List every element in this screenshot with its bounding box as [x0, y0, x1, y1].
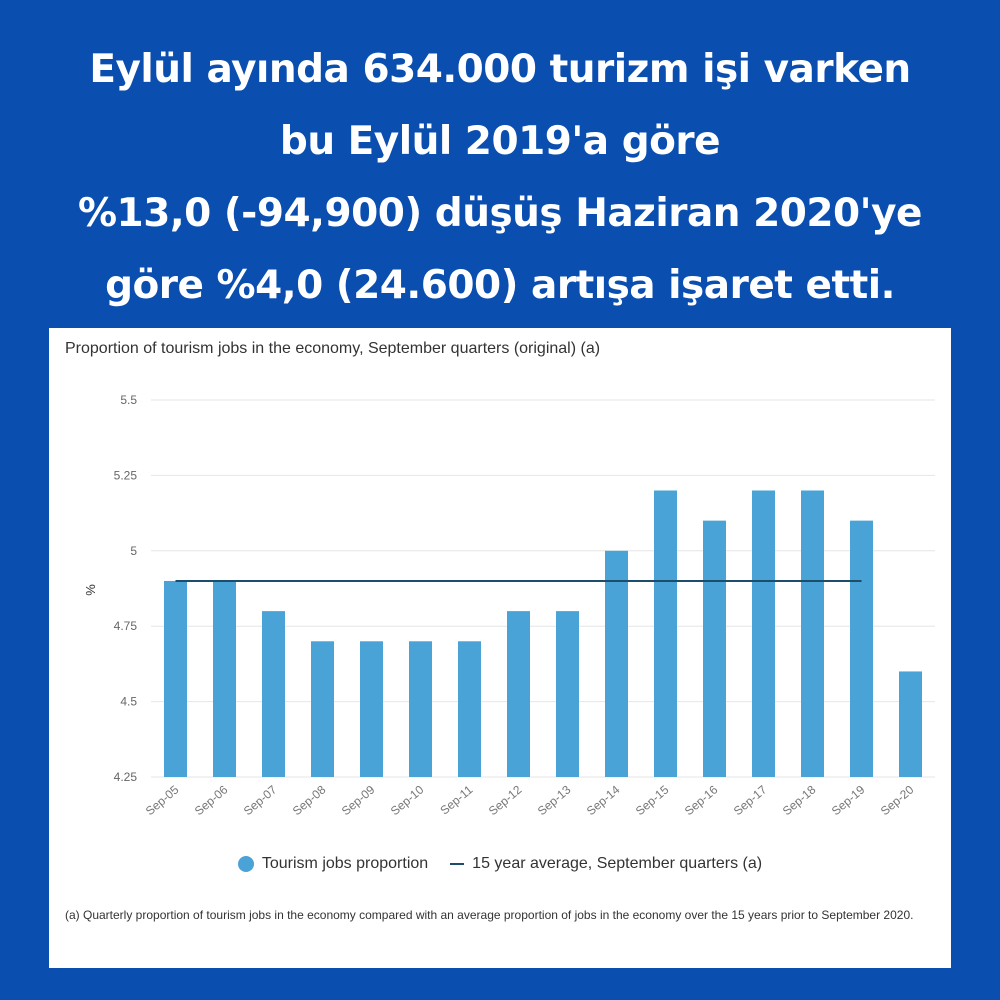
y-tick-label: 4.5 — [120, 694, 137, 709]
bar — [262, 611, 285, 777]
x-tick-label: Sep-11 — [437, 782, 476, 818]
x-tick-label: Sep-16 — [681, 782, 721, 819]
legend-item-bars[interactable] — [238, 855, 428, 873]
x-tick-label: Sep-15 — [632, 782, 672, 819]
legend-dot-icon — [238, 856, 254, 872]
chart-legend — [49, 855, 951, 873]
headline-line-1: Eylül ayında 634.000 turizm işi varken — [89, 47, 911, 92]
chart-card — [49, 328, 951, 968]
y-tick-label: 5 — [130, 543, 137, 558]
y-tick-label: 4.25 — [113, 770, 137, 784]
legend-line-icon — [450, 863, 464, 865]
x-tick-label: Sep-12 — [485, 782, 525, 819]
legend-label-average: 15 year average, September quarters (a) — [472, 855, 763, 872]
bar — [703, 521, 726, 777]
bar — [360, 641, 383, 777]
bar — [752, 490, 775, 777]
bar — [507, 611, 530, 777]
y-axis-label: % — [83, 584, 98, 596]
x-tick-label: Sep-06 — [191, 782, 231, 819]
chart-footnote: (a) Quarterly proportion of tourism jobs in the economy compared with an average proportion of jobs in the economy over the 15 years prior to September 2020. — [65, 908, 914, 922]
x-tick-label: Sep-09 — [338, 782, 378, 819]
x-tick-label: Sep-08 — [289, 782, 329, 819]
x-tick-label: Sep-19 — [828, 782, 868, 819]
x-tick-label: Sep-20 — [877, 782, 917, 819]
legend-label-bars: Tourism jobs proportion — [261, 855, 429, 872]
x-tick-label: Sep-05 — [142, 782, 182, 819]
bar — [458, 641, 481, 777]
bar — [654, 490, 677, 777]
y-tick-label: 5.25 — [113, 468, 137, 483]
chart-title: Proportion of tourism jobs in the economy, September quarters (original) (a) — [65, 340, 601, 357]
headline — [0, 34, 1000, 322]
bar — [605, 551, 628, 777]
headline-line-4: göre %4,0 (24.600) artışa işaret etti. — [105, 263, 895, 308]
x-tick-label: Sep-17 — [730, 782, 770, 819]
y-tick-label: 5.5 — [120, 393, 137, 407]
bar — [899, 671, 922, 777]
bar — [311, 641, 334, 777]
x-tick-label: Sep-14 — [583, 782, 623, 819]
headline-line-2: bu Eylül 2019'a göre — [279, 119, 721, 164]
legend-item-average[interactable] — [450, 855, 762, 873]
bar — [409, 641, 432, 777]
x-tick-label: Sep-07 — [240, 782, 280, 819]
bar — [213, 581, 236, 777]
x-tick-label: Sep-10 — [387, 782, 427, 819]
bar — [801, 490, 824, 777]
x-tick-label: Sep-13 — [534, 782, 574, 819]
bar — [556, 611, 579, 777]
headline-line-3: %13,0 (-94,900) düşüş Haziran 2020'ye — [77, 191, 922, 236]
bar — [164, 581, 187, 777]
y-tick-label: 4.75 — [113, 619, 137, 634]
bar — [850, 521, 873, 777]
x-tick-label: Sep-18 — [779, 782, 819, 819]
bar-chart — [49, 328, 951, 848]
